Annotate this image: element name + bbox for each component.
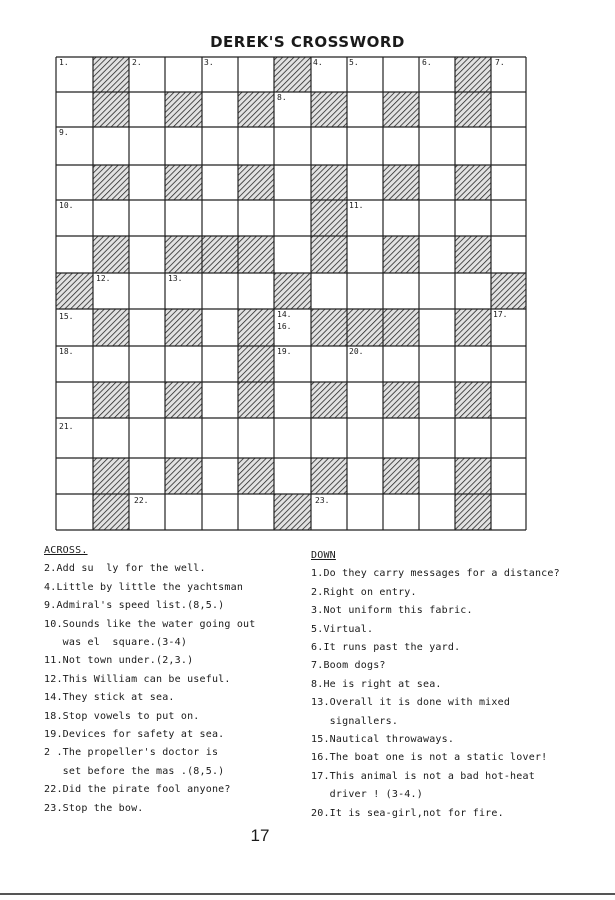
grid-number-15: 15.	[59, 312, 74, 321]
down-heading: DOWN	[311, 550, 336, 561]
grid-number-1: 1.	[59, 58, 69, 67]
grid-number-11: 11.	[349, 201, 364, 210]
page-number: 17	[250, 826, 270, 845]
down-clue: 13.Overall it is done with mixed	[311, 697, 511, 709]
grid-number-12: 12.	[96, 274, 111, 283]
down-clue: 1.Do they carry messages for a distance?	[311, 568, 560, 580]
across-heading: ACROSS.	[44, 545, 88, 556]
grid-number-14: 14.	[277, 310, 292, 319]
grid-number-18: 18.	[59, 347, 74, 356]
grid-number-5: 5.	[349, 58, 359, 67]
grid-number-8: 8.	[277, 93, 287, 102]
grid-number-4: 4.	[313, 58, 323, 67]
crossword-grid	[56, 57, 526, 530]
down-clue: signallers.	[311, 715, 399, 727]
down-clue: 15.Nautical throwaways.	[311, 734, 455, 746]
across-clue: 11.Not town under.(2,3.)	[44, 655, 194, 667]
grid-number-7: 7.	[495, 58, 505, 67]
down-clues	[311, 547, 611, 823]
across-clue: 9.Admiral's speed list.(8,5.)	[44, 600, 225, 612]
grid-number-16: 16.	[277, 322, 292, 331]
across-clue: 19.Devices for safety at sea.	[44, 729, 225, 741]
down-clue: 7.Boom dogs?	[311, 660, 386, 672]
grid-number-13: 13.	[168, 274, 183, 283]
down-clue: 17.This animal is not a bad hot-heat	[311, 770, 535, 782]
down-clue: 20.It is sea-girl,not for fire.	[311, 807, 504, 819]
page-title: DEREK'S CROSSWORD	[210, 33, 405, 51]
grid-number-2: 2.	[132, 58, 142, 67]
across-clue: 18.Stop vowels to put on.	[44, 710, 200, 722]
grid-number-9: 9.	[59, 128, 69, 137]
grid-number-23: 23.	[315, 496, 330, 505]
grid-number-22: 22.	[134, 496, 149, 505]
across-clue: 14.They stick at sea.	[44, 692, 175, 704]
across-clue: 12.This William can be useful.	[44, 673, 231, 685]
across-clue: 2 .The propeller's doctor is	[44, 747, 219, 759]
bottom-rule	[0, 893, 615, 895]
grid-number-3: 3.	[204, 58, 214, 67]
grid-number-17: 17.	[493, 310, 508, 319]
down-clue: driver ! (3-4.)	[311, 789, 423, 801]
down-clue: 2.Right on entry.	[311, 586, 417, 598]
grid-number-10: 10.	[59, 201, 74, 210]
down-clue: 6.It runs past the yard.	[311, 642, 461, 654]
across-clue: 23.Stop the bow.	[44, 802, 144, 814]
across-clue: was el square.(3-4)	[44, 637, 188, 649]
grid-number-21: 21.	[59, 422, 74, 431]
grid-number-6: 6.	[422, 58, 432, 67]
down-clue: 5.Virtual.	[311, 623, 374, 635]
down-clue: 8.He is right at sea.	[311, 678, 442, 690]
down-clue: 16.The boat one is not a static lover!	[311, 752, 548, 764]
down-clue: 3.Not uniform this fabric.	[311, 605, 473, 617]
across-clue: 2.Add su ly for the well.	[44, 563, 206, 575]
across-clue: 4.Little by little the yachtsman	[44, 581, 244, 593]
across-clues	[44, 542, 299, 818]
across-clue: 22.Did the pirate fool anyone?	[44, 784, 231, 796]
across-clue: set before the mas .(8,5.)	[44, 765, 225, 777]
grid-number-20: 20.	[349, 347, 364, 356]
across-clue: 10.Sounds like the water going out	[44, 618, 256, 630]
grid-number-19: 19.	[277, 347, 292, 356]
